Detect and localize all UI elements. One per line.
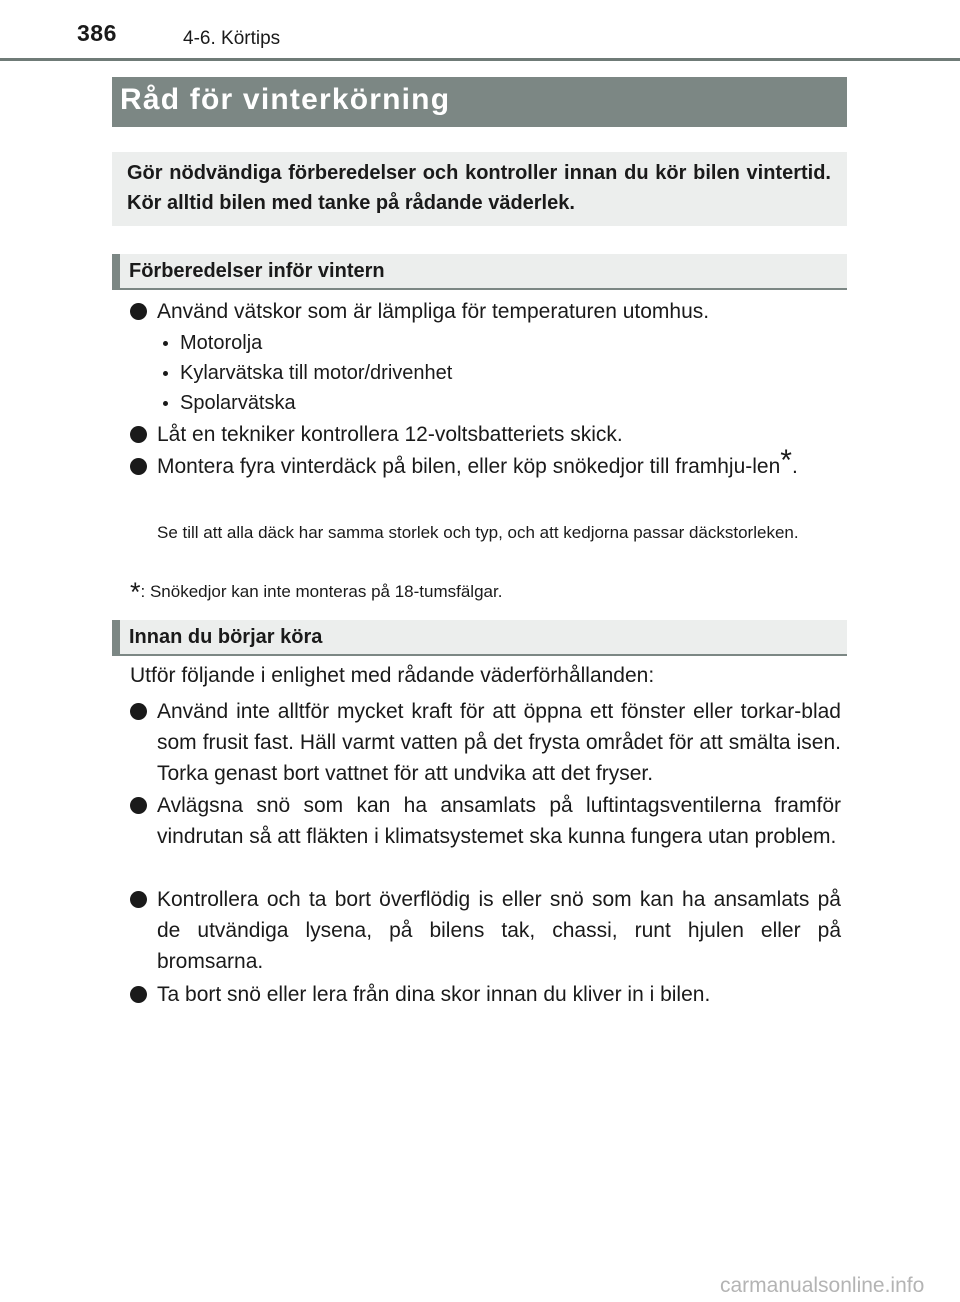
page-title: Råd för vinterkörning <box>120 83 451 116</box>
sub-list-item-text: Motorolja <box>180 332 263 354</box>
list-item-text: Använd inte alltför mycket kraft för att öppna ett fönster eller torkar-blad som frusit fast. Häll varmt vatten på det frysta området för att smälta isen. Torka genast bort vattnet för att undvika att det fryser. <box>157 700 841 785</box>
footnote <box>130 573 503 607</box>
watermark: carmanualsonline.info <box>720 1274 925 1297</box>
footnote-star: * <box>130 577 141 607</box>
sub-list-item-text: Spolarvätska <box>180 392 296 414</box>
page-number: 386 <box>77 20 117 46</box>
sub-list-item-text: Kylarvätska till motor/drivenhet <box>180 362 453 384</box>
bullet-dot-icon <box>130 426 147 443</box>
page-header <box>0 0 960 62</box>
section-heading-before-driving <box>112 620 847 656</box>
section-heading-preparations <box>112 254 847 290</box>
bullet-dot-icon <box>130 703 147 720</box>
page-title-bar <box>112 77 847 127</box>
list-item-text: Låt en tekniker kontrollera 12-voltsbatteriets skick. <box>157 423 623 446</box>
footnote-text: : Snökedjor kan inte monteras på 18-tumsfälgar. <box>140 582 503 601</box>
list-item-text: Ta bort snö eller lera från dina skor innan du kliver in i bilen. <box>157 983 711 1006</box>
small-bullet-icon <box>163 401 168 406</box>
list-item-text <box>157 444 841 482</box>
list-item-text: Använd vätskor som är lämpliga för temperaturen utomhus. <box>157 300 710 323</box>
list-item-text-end: . <box>791 455 798 478</box>
intro-box <box>112 152 847 226</box>
section-title: Förberedelser inför vintern <box>129 260 385 282</box>
bullet-dot-icon <box>130 986 147 1003</box>
section-accent <box>112 620 120 654</box>
section-accent <box>112 254 120 288</box>
footnote-marker: * <box>780 444 792 477</box>
header-divider <box>0 58 960 61</box>
list-item-text: Avlägsna snö som kan ha ansamlats på luftintagsventilerna framför vindrutan så att fläkten i klimatsystemet ska kunna fungera utan problem. <box>157 794 841 848</box>
list-item-text-main: Montera fyra vinterdäck på bilen, eller köp snökedjor till framhju-len <box>157 455 781 478</box>
chapter-label: 4-6. Körtips <box>183 28 281 49</box>
small-bullet-icon <box>163 341 168 346</box>
small-bullet-icon <box>163 371 168 376</box>
intro-text: Gör nödvändiga förberedelser och kontroller innan du kör bilen vintertid. Kör alltid bilen med tanke på rådande väderlek. <box>127 162 831 214</box>
bullet-dot-icon <box>130 797 147 814</box>
note-text: Se till att alla däck har samma storlek och typ, och att kedjorna passar däckstorleken. <box>157 523 799 542</box>
lead-text: Utför följande i enlighet med rådande väderförhållanden: <box>130 664 655 687</box>
bullet-dot-icon <box>130 303 147 320</box>
section-title: Innan du börjar köra <box>129 626 323 648</box>
bullet-dot-icon <box>130 458 147 475</box>
bullet-dot-icon <box>130 891 147 908</box>
list-item-text: Kontrollera och ta bort överflödig is eller snö som kan ha ansamlats på de utvändiga lysena, på bilens tak, chassi, runt hjulen eller på bromsarna. <box>157 888 841 973</box>
